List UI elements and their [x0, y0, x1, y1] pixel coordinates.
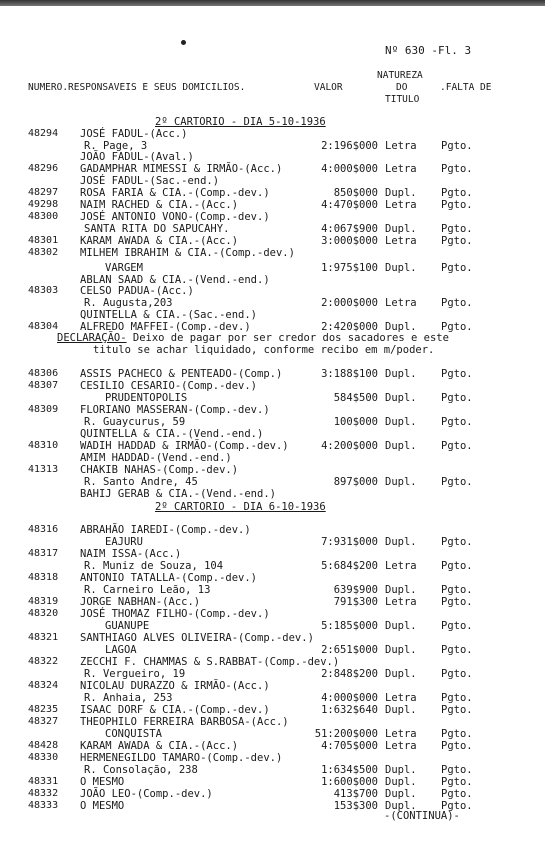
entry-value: 791$300: [333, 596, 378, 608]
entry-title-type: Dupl.: [385, 584, 417, 596]
entry-number: 48327: [28, 716, 59, 727]
entry-value: 100$000: [333, 416, 378, 428]
entry-value: 639$900: [333, 584, 378, 596]
declaration-label: DECLARAÇÃO-: [57, 332, 127, 344]
entry-responsible: SANTA RITA DO SAPUCAHY.: [84, 223, 230, 235]
entry-value: 3:000$000: [321, 235, 378, 247]
entry-title-type: Dupl.: [385, 262, 417, 274]
entry-status: Pgto.: [441, 223, 473, 235]
entry-status: Pgto.: [441, 668, 473, 680]
entry-responsible: ALFREDO MAFFEI-(Comp.-dev.): [80, 321, 251, 333]
entry-status: Pgto.: [441, 764, 473, 776]
entry-title-type: Dupl.: [385, 223, 417, 235]
entry-title-type: Dupl.: [385, 416, 417, 428]
entry-status: Pgto.: [441, 788, 473, 800]
entry-number: 48310: [28, 440, 59, 451]
entry-title-type: Dupl.: [385, 536, 417, 548]
entry-number: 48317: [28, 548, 59, 559]
scan-edge: [0, 0, 545, 6]
entry-responsible: WADIH HADDAD & IRMÃO-(Comp.-dev.): [80, 440, 289, 452]
entry-title-type: Dupl.: [385, 668, 417, 680]
entry-title-type: Dupl.: [385, 704, 417, 716]
entry-status: Pgto.: [441, 392, 473, 404]
entry-value: 850$000: [333, 187, 378, 199]
header-col-natureza-1: NATUREZA: [377, 70, 423, 81]
entry-responsible: R. Page, 3: [84, 140, 148, 152]
entry-responsible: ROSA FARIA & CIA.-(Comp.-dev.): [80, 187, 270, 199]
entry-responsible: R. Augusta,203: [84, 297, 173, 309]
entry-number: 48321: [28, 632, 59, 643]
entry-responsible: JOSÉ THOMAZ FILHO-(Comp.-dev.): [80, 608, 270, 620]
entry-responsible: R. Santo Andre, 45: [84, 476, 198, 488]
entry-value: 4:470$000: [321, 199, 378, 211]
entry-title-type: Letra: [385, 163, 417, 175]
entry-number: 48322: [28, 656, 59, 667]
entry-status: Pgto.: [441, 199, 473, 211]
entry-status: Pgto.: [441, 800, 473, 812]
entry-title-type: Dupl.: [385, 788, 417, 800]
entry-status: Pgto.: [441, 776, 473, 788]
header-col-falta: .FALTA DE: [440, 82, 492, 93]
entry-responsible: ZECCHI F. CHAMMAS & S.RABBAT-(Comp.-dev.): [80, 656, 340, 668]
entry-responsible: MILHEM IBRAHIM & CIA.-(Comp.-dev.): [80, 247, 295, 259]
entry-responsible: CESILIO CESARIO-(Comp.-dev.): [80, 380, 258, 392]
entry-status: Pgto.: [441, 704, 473, 716]
entry-value: 4:000$000: [321, 163, 378, 175]
entry-number: 48320: [28, 608, 59, 619]
entry-title-type: Letra: [385, 596, 417, 608]
entry-title-type: Dupl.: [385, 392, 417, 404]
entry-value: 4:000$000: [321, 692, 378, 704]
entry-title-type: Letra: [385, 728, 417, 740]
entry-value: 7:931$000: [321, 536, 378, 548]
entry-responsible: QUINTELLA & CIA.-(Vend.-end.): [80, 428, 264, 440]
entry-responsible: JOÃO FADUL-(Aval.): [80, 151, 194, 163]
entry-value: 897$000: [333, 476, 378, 488]
entry-responsible: ABLAN SAAD & CIA.-(Vend.-end.): [80, 274, 270, 286]
entry-title-type: Letra: [385, 297, 417, 309]
entry-title-type: Dupl.: [385, 644, 417, 656]
entry-number: 41313: [28, 464, 59, 475]
entry-number: 48333: [28, 800, 59, 811]
entry-value: 5:185$000: [321, 620, 378, 632]
entry-title-type: Dupl.: [385, 764, 417, 776]
header-col-natureza-2: DO: [396, 82, 408, 93]
entry-responsible: R. Anhaia, 253: [84, 692, 173, 704]
entry-title-type: Dupl.: [385, 321, 417, 333]
entry-value: 1:632$640: [321, 704, 378, 716]
entry-number: 48294: [28, 128, 59, 139]
entry-status: Pgto.: [441, 187, 473, 199]
entry-responsible: JOSÉ FADUL-(Sac.-end.): [80, 175, 220, 187]
entry-number: 48331: [28, 776, 59, 787]
entry-status: Pgto.: [441, 596, 473, 608]
entry-status: Pgto.: [441, 297, 473, 309]
entry-value: 4:067$900: [321, 223, 378, 235]
entry-number: 48307: [28, 380, 59, 391]
entry-responsible: GUANUPE: [105, 620, 150, 632]
entry-number: 48301: [28, 235, 59, 246]
entry-responsible: ISAAC DORF & CIA.-(Comp.-dev.): [80, 704, 270, 716]
entry-status: Pgto.: [441, 536, 473, 548]
entry-value: 2:651$000: [321, 644, 378, 656]
header-col-responsaveis: NUMERO.RESPONSAVEIS E SEUS DOMICILIOS.: [28, 82, 246, 93]
entry-value: 584$500: [333, 392, 378, 404]
punch-mark: [181, 40, 186, 45]
entry-responsible: LAGOA: [105, 644, 137, 656]
entry-title-type: Dupl.: [385, 476, 417, 488]
entry-title-type: Dupl.: [385, 187, 417, 199]
entry-title-type: Dupl.: [385, 800, 417, 812]
entry-value: 2:000$000: [321, 297, 378, 309]
entry-responsible: ANTONIO TATALLA-(Comp.-dev.): [80, 572, 258, 584]
declaration-text-2: titulo se achar liquidado, conforme recibo em m/poder.: [93, 344, 435, 356]
entry-title-type: Letra: [385, 692, 417, 704]
entry-title-type: Dupl.: [385, 776, 417, 788]
declaration-text-1: Deixo de pagar por ser credor dos sacadores e este: [126, 332, 449, 344]
entry-number: 48332: [28, 788, 59, 799]
entry-responsible: VARGEM: [105, 262, 143, 274]
section-heading-2: 2º CARTORIO - DIA 6-10-1936: [155, 501, 326, 513]
entry-status: Pgto.: [441, 262, 473, 274]
entry-title-type: Dupl.: [385, 440, 417, 452]
entry-status: Pgto.: [441, 235, 473, 247]
entry-status: Pgto.: [441, 740, 473, 752]
entry-number: 48330: [28, 752, 59, 763]
entry-status: Pgto.: [441, 476, 473, 488]
entry-value: 2:848$200: [321, 668, 378, 680]
entry-responsible: JORGE NABHAN-(Acc.): [80, 596, 201, 608]
entry-value: 1:600$000: [321, 776, 378, 788]
entry-responsible: QUINTELLA & CIA.-(Sac.-end.): [80, 309, 258, 321]
entry-status: Pgto.: [441, 644, 473, 656]
entry-responsible: THEOPHILO FERREIRA BARBOSA-(Acc.): [80, 716, 289, 728]
entry-status: Pgto.: [441, 440, 473, 452]
entry-responsible: R. Carneiro Leão, 13: [84, 584, 211, 596]
entry-value: 3:188$100: [321, 368, 378, 380]
declaration: [57, 332, 449, 344]
section-heading-1: 2º CARTORIO - DIA 5-10-1936: [155, 116, 326, 128]
entry-responsible: NICOLAU DURAZZO & IRMÃO-(Acc.): [80, 680, 270, 692]
entry-status: Pgto.: [441, 560, 473, 572]
entry-responsible: JOSÉ FADUL-(Acc.): [80, 128, 188, 140]
entry-responsible: NAIM ISSA-(Acc.): [80, 548, 182, 560]
entry-number: 48318: [28, 572, 59, 583]
entry-number: 48319: [28, 596, 59, 607]
entry-responsible: NAIM RACHED & CIA.-(Acc.): [80, 199, 239, 211]
entry-value: 4:705$000: [321, 740, 378, 752]
entry-status: Pgto.: [441, 620, 473, 632]
entry-status: Pgto.: [441, 368, 473, 380]
entry-responsible: R. Muniz de Souza, 104: [84, 560, 224, 572]
entry-responsible: O MESMO: [80, 800, 125, 812]
entry-status: Pgto.: [441, 584, 473, 596]
entry-status: Pgto.: [441, 163, 473, 175]
entry-responsible: AMIM HADDAD-(Vend.-end.): [80, 452, 232, 464]
page-reference: Nº 630 -Fl. 3: [385, 44, 472, 57]
entry-status: Pgto.: [441, 692, 473, 704]
entry-number: 48306: [28, 368, 59, 379]
entry-number: 48302: [28, 247, 59, 258]
header-col-natureza-3: TITULO: [385, 94, 420, 105]
entry-title-type: Letra: [385, 560, 417, 572]
header-col-valor: VALOR: [314, 82, 343, 93]
entry-title-type: Letra: [385, 235, 417, 247]
entry-number: 48297: [28, 187, 59, 198]
entry-responsible: R. Consolação, 238: [84, 764, 198, 776]
entry-number: 48428: [28, 740, 59, 751]
entry-value: 2:196$000: [321, 140, 378, 152]
entry-responsible: ASSIS PACHECO & PENTEADO-(Comp.): [80, 368, 283, 380]
entry-status: Pgto.: [441, 321, 473, 333]
continua-label: -(CONTINUA)-: [384, 810, 460, 822]
entry-value: 1:634$500: [321, 764, 378, 776]
entry-title-type: Letra: [385, 140, 417, 152]
entry-responsible: FLORIANO MASSERAN-(Comp.-dev.): [80, 404, 270, 416]
entry-number: 48300: [28, 211, 59, 222]
entry-responsible: JOSÉ ANTONIO VONO-(Comp.-dev.): [80, 211, 270, 223]
entry-responsible: KARAM AWADA & CIA.-(Acc.): [80, 740, 239, 752]
entry-status: Pgto.: [441, 416, 473, 428]
entry-number: 48303: [28, 285, 59, 296]
entry-responsible: HERMENEGILDO TAMARO-(Comp.-dev.): [80, 752, 283, 764]
entry-responsible: R. Vergueiro, 19: [84, 668, 186, 680]
entry-number: 48296: [28, 163, 59, 174]
entry-number: 48309: [28, 404, 59, 415]
entry-responsible: BAHIJ GERAB & CIA.-(Vend.-end.): [80, 488, 276, 500]
entry-title-type: Dupl.: [385, 620, 417, 632]
entry-value: 51:200$000: [314, 728, 378, 740]
entry-responsible: ABRAHÃO IAREDI-(Comp.-dev.): [80, 524, 251, 536]
entry-status: Pgto.: [441, 140, 473, 152]
entry-value: 413$700: [333, 788, 378, 800]
entry-responsible: SANTHIAGO ALVES OLIVEIRA-(Comp.-dev.): [80, 632, 314, 644]
entry-value: 1:975$100: [321, 262, 378, 274]
entry-value: 4:200$000: [321, 440, 378, 452]
entry-responsible: CHAKIB NAHAS-(Comp.-dev.): [80, 464, 239, 476]
entry-responsible: R. Guaycurus, 59: [84, 416, 186, 428]
entry-value: 5:684$200: [321, 560, 378, 572]
entry-responsible: CELSO PADUA-(Acc.): [80, 285, 194, 297]
entry-title-type: Letra: [385, 740, 417, 752]
entry-number: 48324: [28, 680, 59, 691]
entry-number: 49298: [28, 199, 59, 210]
entry-responsible: CONQUISTA: [105, 728, 162, 740]
entry-responsible: GADAMPHAR MIMESSI & IRMÃO-(Acc.): [80, 163, 283, 175]
entry-value: 153$300: [333, 800, 378, 812]
entry-value: 2:420$000: [321, 321, 378, 333]
entry-number: 48235: [28, 704, 59, 715]
entry-number: 48304: [28, 321, 59, 332]
entry-title-type: Letra: [385, 199, 417, 211]
entry-status: Pgto.: [441, 728, 473, 740]
entry-number: 48316: [28, 524, 59, 535]
entry-responsible: O MESMO: [80, 776, 125, 788]
entry-responsible: EAJURU: [105, 536, 143, 548]
entry-responsible: JOÃO LEO-(Comp.-dev.): [80, 788, 213, 800]
entry-responsible: PRUDENTOPOLIS: [105, 392, 188, 404]
entry-responsible: KARAM AWADA & CIA.-(Acc.): [80, 235, 239, 247]
entry-title-type: Dupl.: [385, 368, 417, 380]
